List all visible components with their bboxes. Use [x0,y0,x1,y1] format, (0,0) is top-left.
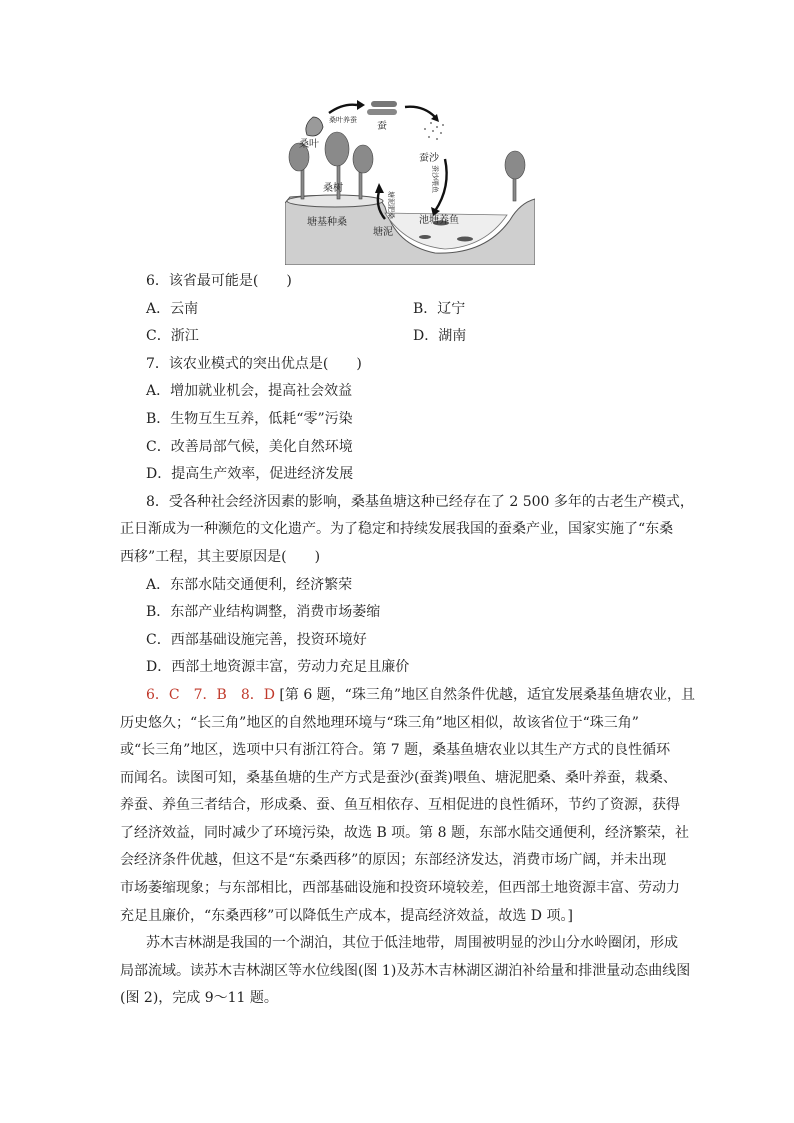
label-silk-sand: 蚕沙 [419,153,439,164]
answer-line2: 历史悠久；“长三角”地区的自然地理环境与“珠三角”地区相似，故该省位于“珠三角” [120,714,639,731]
answer-line3: 或“长三角”地区，选项中只有浙江符合。第 7 题，桑基鱼塘农业以其生产方式的良性循环 [120,742,671,759]
q8-option-c: C．西部基础设施完善，投资环境好 [146,631,367,648]
q8-option-b: B．东部产业结构调整，消费市场萎缩 [146,604,381,621]
q6-options-row1 [120,296,680,324]
q6-option-d: D．湖南 [413,328,467,345]
answer-line7: 会经济条件优越，但这不是“东桑西移”的原因；东部经济发达，消费市场广阔，并未出现 [120,852,667,869]
q6-options-row2 [120,323,680,351]
mulberry-leaf-icon [306,117,323,136]
label-bank-mulberry: 塘基种桑 [307,217,347,228]
label-silkworm: 蚕 [377,121,387,132]
q8-stem-line1: 8．受各种社会经济因素的影响，桑基鱼塘这种已经存在了 2 500 多年的古老生产模式， [146,493,694,510]
q7-option-b: B．生物互生互养，低耗“零”污染 [146,410,353,427]
q7-option-c: C．改善局部气候，美化自然环境 [146,438,353,455]
q8-option-d: D．西部土地资源丰富，劳动力充足且廉价 [146,659,410,676]
intro-line2: 局部流域。读苏木吉林湖区等水位线图(图 1)及苏木吉林湖区湖泊补给量和排泄量动态曲线图 [120,962,691,979]
q6-option-c: C．浙江 [146,328,199,345]
label-pond-mud: 塘泥 [373,227,393,238]
label-sand-feed-fish: 蚕沙喂鱼 [431,165,439,193]
mulberry-dike-fish-pond-diagram [285,95,535,265]
q8-option-a: A．东部水陆交通便利，经济繁荣 [146,576,353,593]
answer-line4: 而闻名。读图可知，桑基鱼塘的生产方式是蚕沙(蚕粪)喂鱼、塘泥肥桑、桑叶养蚕，栽桑、 [120,769,677,786]
label-mulberry-tree: 桑树 [323,183,343,194]
q6-option-b: B．辽宁 [413,300,466,317]
intro-line1: 苏木吉林湖是我国的一个湖泊，其位于低洼地带，周围被明显的沙山分水岭圈闭，形成 [146,935,678,952]
q6-option-a: A．云南 [146,300,199,317]
silkworm-icon [367,101,397,115]
answer-line1 [120,682,695,710]
q8-stem-line2: 正日渐成为一种濒危的文化遗产。为了稳定和持续发展我国的蚕桑产业，国家实施了“东桑 [120,521,674,538]
q6-stem: 6．该省最可能是( ) [146,273,292,289]
question-content [120,268,695,1013]
q7-option-a: A．增加就业机会，提高社会效益 [146,383,353,400]
label-leaf-to-silkworm: 桑叶养蚕 [329,116,357,124]
answer-line5: 养蚕、养鱼三者结合，形成桑、蚕、鱼互相依存、互相促进的良性循环，节约了资源，获得 [120,797,680,814]
answer-line8: 市场萎缩现象；与东部相比，西部基础设施和投资环境较差，但西部土地资源丰富、劳动力 [120,880,680,897]
label-pond-fish: 池塘养鱼 [419,215,459,226]
answer-line6: 了经济效益，同时减少了环境污染，故选 B 项。第 8 题，东部水陆交通便利，经济繁荣，社 [120,824,689,841]
answer-text-line1: [第 6 题，“珠三角”地区自然条件优越，适宜发展桑基鱼塘农业，且 [279,686,695,703]
label-mud-fertilize: 塘泥肥桑 [387,191,395,219]
q7-stem: 7．该农业模式的突出优点是( ) [146,355,362,372]
answer-line9: 充足且廉价，“东桑西移”可以降低生产成本，提高经济效益，故选 D 项。] [120,907,573,924]
intro-line3: (图 2)，完成 9～11 题。 [120,990,278,1007]
answer-key: 6．C 7．B 8．D [146,686,275,703]
label-mulberry-leaf: 桑叶 [299,139,319,150]
q8-stem-line3: 西移”工程，其主要原因是( ) [120,548,321,565]
q7-option-d: D．提高生产效率，促进经济发展 [146,466,354,483]
